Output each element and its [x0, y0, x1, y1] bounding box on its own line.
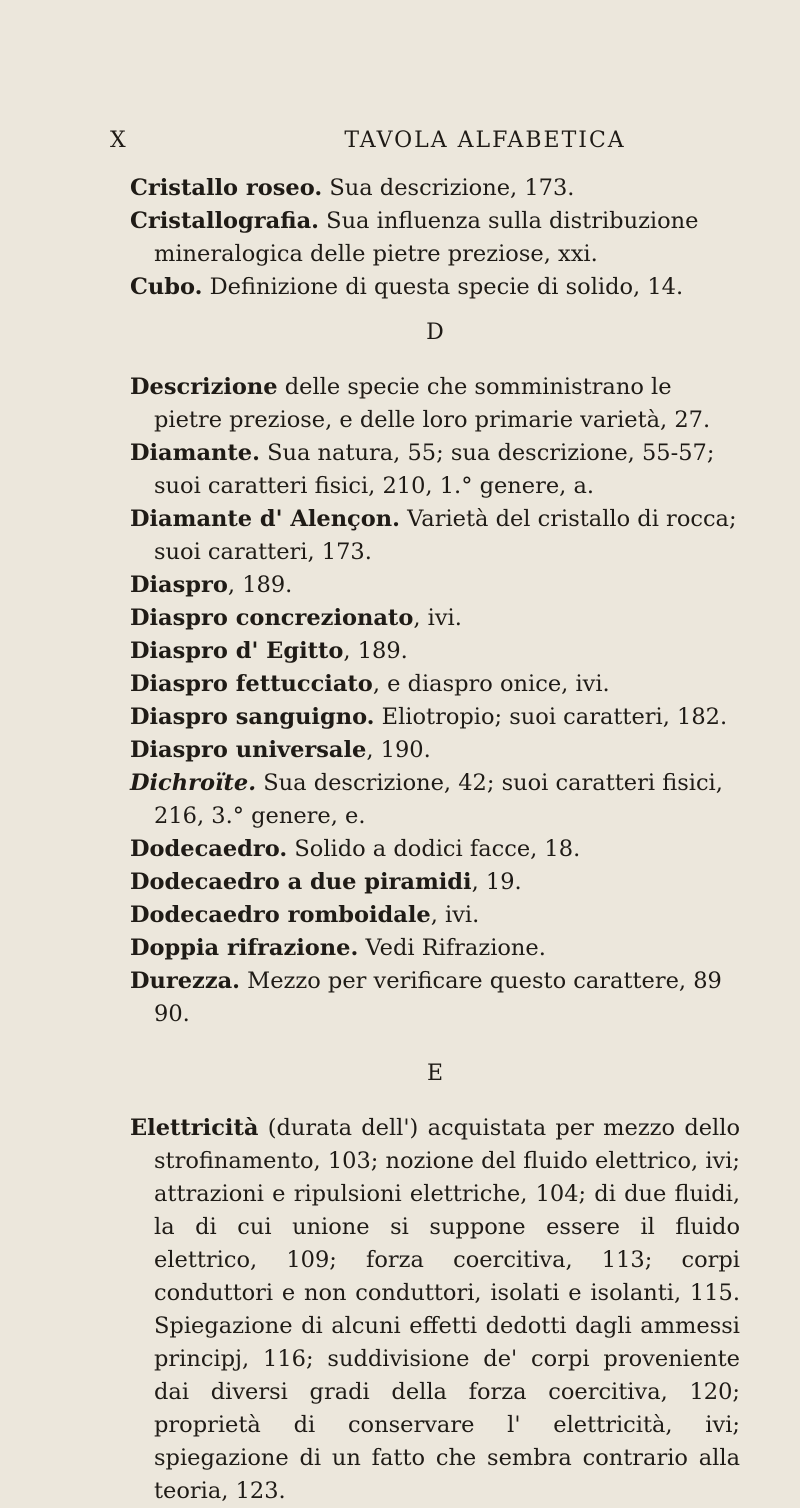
index-entry: [130, 899, 740, 932]
index-entry: [130, 437, 740, 503]
entry-term: Dodecaedro romboidale: [130, 902, 431, 928]
entry-text: , ivi.: [413, 605, 462, 631]
entry-term: Diaspro d' Egitto: [130, 638, 344, 664]
entry-term: Doppia rifrazione.: [130, 935, 359, 961]
entry-term: Cubo.: [130, 274, 203, 300]
section-letter-e: E: [426, 1061, 444, 1086]
index-entry: [130, 271, 740, 304]
entry-term: Diaspro concrezionato: [130, 605, 414, 631]
running-title: TAVOLA ALFABETICA: [344, 128, 626, 153]
entry-term: Elettricità: [130, 1115, 259, 1141]
entry-term: Diaspro sanguigno.: [130, 704, 375, 730]
entry-text: Sua natura, 55; sua descrizione, 55-57; suoi caratteri fisici, 210, 1.° genere, a.: [154, 440, 715, 499]
entry-text: , 190.: [366, 737, 431, 763]
page-number: X: [110, 128, 127, 153]
index-entry: [130, 635, 740, 668]
entry-text: Sua descrizione, 42; suoi caratteri fisici, 216, 3.° genere, e.: [154, 770, 723, 829]
entry-text: (durata dell') acquistata per mezzo dello strofinamento, 103; nozione del fluido elettrico, ivi; attrazioni e ripulsioni elettriche, 104; di due fluidi, la di cui unione si suppone essere il fluido elettrico, 109; forza coercitiva, 113; corpi conduttori e non conduttori, isolati e isolanti, 115. Spiegazione di alcuni effetti dedotti dagli ammessi principj, 116; suddivisione de' corpi proveniente dai diversi gradi della forza coercitiva, 120; proprietà di conservare l' elettricità, ivi; spiegazione di un fatto che sembra contrario alla teoria, 123.: [154, 1115, 740, 1504]
index-entry: [130, 833, 740, 866]
entry-text: Definizione di questa specie di solido, 14.: [202, 274, 684, 300]
entry-term: Dichroïte.: [130, 770, 257, 796]
entry-term: Diaspro universale: [130, 737, 367, 763]
entry-text: Mezzo per verificare questo carattere, 89 90.: [154, 968, 722, 1027]
index-entry: [130, 205, 740, 271]
index-entry: [130, 668, 740, 701]
entry-text: , e diaspro onice, ivi.: [372, 671, 610, 697]
entry-term: Diamante.: [130, 440, 260, 466]
index-content: [130, 172, 740, 1508]
index-entry: [130, 734, 740, 767]
section-letter-d: D: [426, 320, 444, 345]
entry-text: , ivi.: [430, 902, 480, 928]
entry-text: , 19.: [471, 869, 522, 895]
index-entry: [130, 965, 740, 1031]
index-entry: [130, 701, 740, 734]
entry-text: Eliotropio; suoi caratteri, 182.: [374, 704, 728, 730]
entry-text: , 189.: [227, 572, 293, 598]
entry-text: Vedi Rifrazione.: [358, 935, 546, 961]
entry-term: Cristallo roseo.: [130, 175, 323, 201]
entry-term: Diamante d' Alençon.: [130, 506, 400, 532]
entry-text: Solido a dodici facce, 18.: [287, 836, 581, 862]
index-entry: [130, 503, 740, 569]
index-entry: [130, 1112, 740, 1508]
entry-term: Dodecaedro a due piramidi: [130, 869, 472, 895]
index-entry: [130, 932, 740, 965]
page-header: [110, 128, 740, 158]
entry-text: Sua influenza sulla distribuzione mineralogica delle pietre preziose, xxi.: [154, 208, 699, 267]
index-entry: [130, 767, 740, 833]
entry-text: delle specie che somministrano le pietre preziose, e delle loro primarie varietà, 27.: [154, 374, 711, 433]
entry-term: Durezza.: [130, 968, 241, 994]
entry-term: Dodecaedro.: [130, 836, 288, 862]
entry-text: Sua descrizione, 173.: [322, 175, 575, 201]
index-entry: [130, 172, 740, 205]
index-entry: [130, 371, 740, 437]
entry-term: Diaspro fettucciato: [130, 671, 373, 697]
index-entry: [130, 866, 740, 899]
entry-text: Varietà del cristallo di rocca; suoi caratteri, 173.: [154, 506, 737, 565]
index-entry: [130, 602, 740, 635]
index-entry: [130, 569, 740, 602]
entry-term: Diaspro: [130, 572, 228, 598]
entry-text: , 189.: [343, 638, 408, 664]
entry-term: Cristallografia.: [130, 208, 319, 234]
entry-term: Descrizione: [130, 374, 278, 400]
